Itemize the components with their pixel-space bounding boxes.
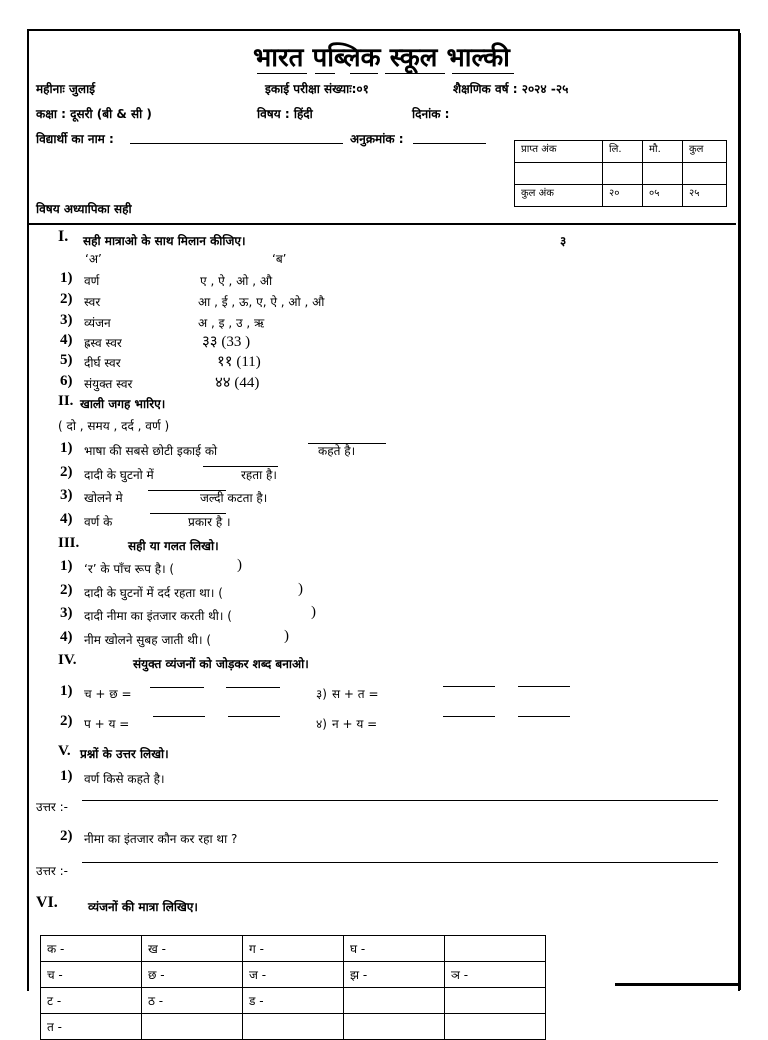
marks-cell: ०५ [643,185,683,207]
table-cell[interactable]: ग - [243,936,344,962]
answer-line[interactable] [226,687,280,688]
q1-title: सही मात्राओ के साथ मिलान कीजिए। [83,234,246,248]
item-number: 6) [60,373,73,389]
match-item-b: ४४ (44) [215,375,260,391]
page-border-bottom [615,983,741,986]
item-number: 4) [60,629,73,645]
q6-title: व्यंजनों की मात्रा लिखिए। [88,900,198,914]
item-number: 1) [60,270,73,286]
fill-blank-text: भाषा की सबसे छोटी इकाई को [84,444,218,458]
table-cell[interactable]: ज - [243,962,344,988]
student-name-label: विद्यार्थी का नाम : [36,132,114,146]
table-cell[interactable] [445,1014,546,1040]
fill-blank-text: प्रकार है । [188,515,231,529]
join-expression: प + य = [84,717,130,731]
q2-options: ( दो , समय , दर्द , वर्ण ) [58,419,170,433]
answer-bracket-close[interactable]: ) [298,581,303,597]
student-name-line[interactable] [130,143,343,144]
table-cell[interactable]: त - [41,1014,142,1040]
marks-cell: कुल [683,141,727,163]
title-underline [385,73,445,74]
answer-line[interactable] [228,716,280,717]
item-number: 2) [60,464,73,480]
marks-cell: २५ [683,185,727,207]
title-underline [350,73,378,74]
table-cell[interactable] [243,1014,344,1040]
match-item-a: संयुक्त स्वर [84,377,133,391]
item-number: 3) [60,312,73,328]
true-false-statement: दादी के घुटनों में दर्द रहता था। ( [84,586,223,600]
table-row [41,988,546,1014]
table-cell[interactable]: छ - [142,962,243,988]
item-number: 1) [60,768,73,784]
table-cell[interactable]: क - [41,936,142,962]
answer-label: उत्तर :- [36,864,68,878]
item-number: 2) [60,713,73,729]
match-item-a: ह्रस्व स्वर [84,336,122,350]
item-number: 4) [60,511,73,527]
match-item-b: ११ (11) [217,354,261,370]
fill-blank-text: जल्दी कटता है। [200,491,268,505]
match-item-b: अ , इ , उ , ऋ [198,316,265,330]
table-cell[interactable] [142,1014,243,1040]
test-number: इकाई परीक्षा संख्याः:०१ [265,82,369,96]
marks-cell: प्राप्त अंक [515,141,603,163]
match-item-a: वर्ण [84,274,100,288]
item-number: 2) [60,582,73,598]
match-item-b: ए , ऐ , ओ , औ [200,274,273,288]
roll-number-label: अनुक्रमांक : [350,132,404,146]
item-number: 1) [60,683,73,699]
match-item-b: ३३ (33 ) [202,334,251,350]
q3-title: सही या गलत लिखो। [128,539,219,553]
question-text: वर्ण किसे कहते है। [84,772,165,786]
marks-cell[interactable] [643,163,683,185]
table-row [41,962,546,988]
item-number: 4) [60,332,73,348]
marks-cell: लि. [603,141,643,163]
answer-line[interactable] [443,686,495,687]
item-number: 2) [60,828,73,844]
title-underline [452,73,514,74]
match-item-a: व्यंजन [84,316,111,330]
marks-cell[interactable] [683,163,727,185]
marks-cell [515,163,603,185]
fill-blank-text: वर्ण के [84,515,113,529]
item-number: ४) [316,717,327,731]
q3-number: III. [58,535,80,551]
table-cell[interactable] [445,936,546,962]
answer-line[interactable] [518,686,570,687]
fill-blank-text: रहता है। [241,468,277,482]
table-cell[interactable]: च - [41,962,142,988]
header-divider [27,223,736,225]
join-expression: च + छ = [84,687,132,701]
item-number: 3) [60,487,73,503]
question-text: नीमा का इंतजार कौन कर रहा था ? [84,832,238,846]
answer-line[interactable] [82,800,718,801]
table-cell[interactable]: घ - [344,936,445,962]
item-number: 3) [60,605,73,621]
item-number: ३) [316,687,327,701]
answer-bracket-close[interactable]: ) [284,628,289,644]
table-cell[interactable]: ख - [142,936,243,962]
q1-column-b: ‘ब’ [272,252,287,266]
match-item-a: स्वर [84,295,101,309]
month-label: महीनाः जुलाई [36,82,96,96]
q5-number: V. [58,743,71,759]
answer-line[interactable] [82,862,718,863]
consonant-matra-table [40,935,546,1040]
q1-number: I. [58,228,69,245]
join-expression: न + य = [332,717,378,731]
join-expression: स + त = [332,687,379,701]
fill-blank-text: खोलने मे [84,491,123,505]
table-cell[interactable] [445,988,546,1014]
marks-cell: मौ. [643,141,683,163]
fill-blank-text: दादी के घुटनो में [84,468,154,482]
table-cell[interactable] [344,1014,445,1040]
answer-line[interactable] [443,716,495,717]
q2-number: II. [58,393,74,409]
page-border-shadow [738,33,741,990]
item-number: 2) [60,291,73,307]
roll-number-line[interactable] [413,143,486,144]
table-cell[interactable]: झ - [344,962,445,988]
answer-label: उत्तर :- [36,800,68,814]
q4-number: IV. [58,652,77,668]
school-name: भारत पब्लिक स्कूल भाल्की [253,43,510,73]
table-cell[interactable]: ट - [41,988,142,1014]
table-cell[interactable]: ठ - [142,988,243,1014]
q2-title: खाली जगह भारिए। [80,397,166,411]
q1-marks: ३ [560,234,567,248]
title-underline [315,73,335,74]
answer-bracket-close[interactable]: ) [311,604,316,620]
title-underline [257,73,307,74]
q1-column-a: ‘अ’ [85,252,102,266]
answer-bracket-close[interactable]: ) [237,557,242,573]
table-cell[interactable]: ञ - [445,962,546,988]
item-number: 1) [60,558,73,574]
table-cell[interactable] [344,988,445,1014]
table-cell[interactable]: ड - [243,988,344,1014]
marks-cell: कुल अंक [515,185,603,207]
match-item-a: दीर्घ स्वर [84,356,121,370]
date-label: दिनांक : [412,107,450,121]
q4-title: संयुक्त व्यंजनों को जोड़कर शब्द बनाओ। [133,657,309,671]
true-false-statement: दादी नीमा का इंतजार करती थी। ( [84,609,232,623]
item-number: 1) [60,440,73,456]
table-row [41,936,546,962]
fill-blank-text: कहते है। [318,444,356,458]
academic-year: शैक्षणिक वर्ष : २०२४ -२५ [453,82,569,96]
answer-line[interactable] [150,687,204,688]
answer-line[interactable] [153,716,205,717]
marks-cell[interactable] [603,163,643,185]
teacher-signature-label: विषय अध्यापिका सही [36,202,132,216]
marks-cell: २० [603,185,643,207]
subject-label: विषय : हिंदी [257,107,313,121]
marks-table [514,140,727,207]
true-false-statement: नीम खोलने सुबह जाती थी। ( [84,633,212,647]
answer-line[interactable] [518,716,570,717]
true-false-statement: ‘र’ के पाँच रूप है। ( [84,562,175,576]
table-row [41,1014,546,1040]
q5-title: प्रश्नों के उत्तर लिखो। [80,747,169,761]
q6-number: VI. [36,894,58,911]
item-number: 5) [60,352,73,368]
match-item-b: आ , ई , ऊ, ए, ऐ , ओ , औ [198,295,325,309]
class-label: कक्षा : दूसरी (बी & सी ) [36,107,152,121]
